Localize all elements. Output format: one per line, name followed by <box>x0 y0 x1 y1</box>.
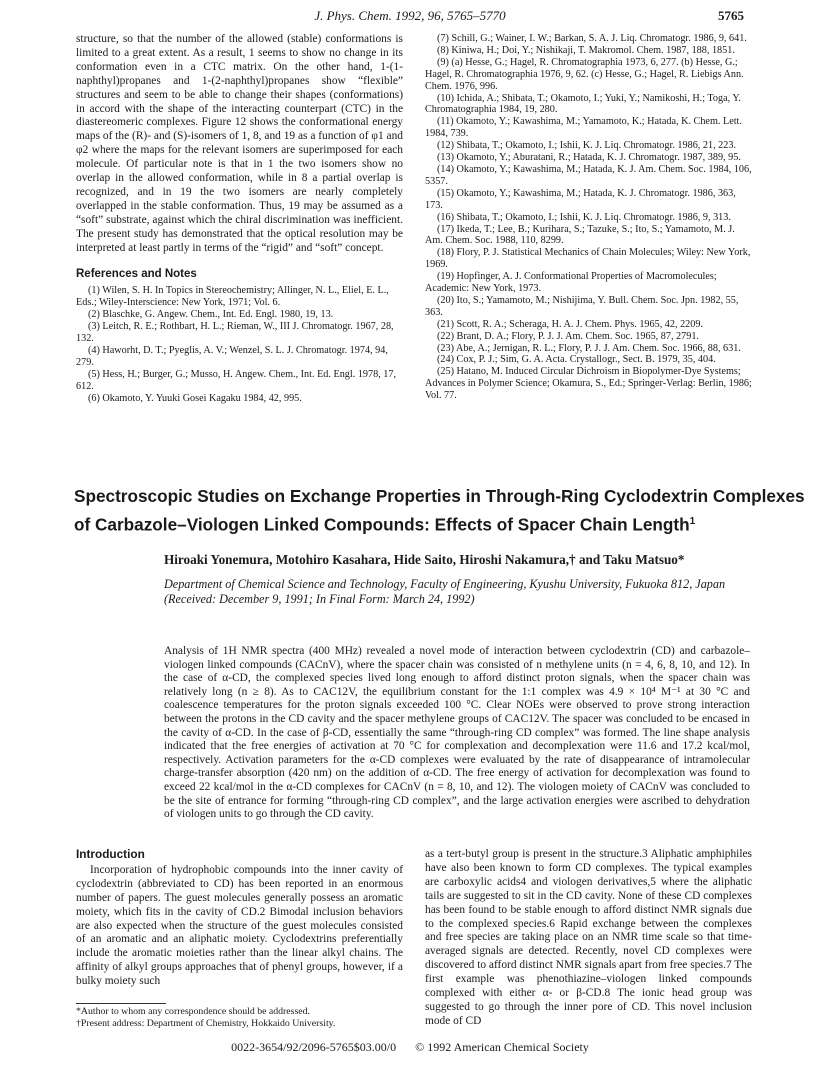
reference-item: (21) Scott, R. A.; Scheraga, H. A. J. Chem. Phys. 1965, 42, 2209. <box>437 318 703 330</box>
reference-item: (8) Kiniwa, H.; Doi, Y.; Nishikaji, T. Makromol. Chem. 1987, 188, 1851. <box>437 44 735 56</box>
abstract: Analysis of 1H NMR spectra (400 MHz) revealed a novel mode of interaction between cyclodextrin (CD) and carbazole–viologen linked compounds (CACnV), where the spacer chain was consisted of n methylene units (n = 4, 6, 8, 10, and 12). In the case of α-CD, the complexed species lived long enough to afford distinct proton signals, when the spacer chain was relatively long (n ≥ 8). As to CAC12V, the equilibrium constant for the 1:1 complex was 4.9 × 10⁴ M⁻¹ at 30 °C and coalescence temperatures for the proton signals exceeded 100 °C. Clear NOEs were observed to prove strong interaction between the protons in the CD cavity and the spacer methylene groups of CAC12V. The spacer was concluded to be encased in the cavity of α-CD. In the case of β-CD, essentially the same “through-ring CD complex” was formed. The line shape analysis indicated that the free energies of activation at 70 °C for complexation and decomplexation were 11.6 and 17.2 kcal/mol, respectively. Activation parameters for the α-CD complexes were evaluated by the rate of disappearance of intramolecular charge-transfer absorption (420 nm) on the addition of α-CD. The free energy of activation for decomplexation was found to exceed 22 kcal/mol in the α-CD complexes for CACnV (n = 8, 10, and 12). The viologen moiety of CACnV was concluded to be the site of entrance for forming “through-ring CD complex”, and the large activation energies were ascribed to dehydration of viologen units to go through the CD cavity. <box>164 645 750 821</box>
title-line-2-text: of Carbazole–Viologen Linked Compounds: Effects of Spacer Chain Length <box>74 514 690 535</box>
introduction-left-column <box>76 848 403 989</box>
previous-article-conclusion: structure, so that the number of the allowed (stable) conformations is limited to a great extent. As a result, 1 seems to show no change in its conformation even in a CTC matrix. On the other hand, 1-(1-naphthyl)propanes and 1-(2-naphthyl)propanes show “flexible” structures and seem to be able to change their shapes (conformations) in accord with the shape of the interacting counterpart (CTC) in the diastereomeric complexes. Figure 12 shows the conformational energy maps of the (R)- and (S)-isomers of 1, 8, and 19 as a function of φ1 and φ2 where the maps for the relevant isomers are superimposed for each molecule. Of particular note is that in 1 the two isomers show no overlap in the allowed conformation, while in 8 a partial overlap is recognized, and in 19 the two isomers are nearly completely overlapped in the stable conformation. Thus, 19 may be assumed as a “soft” substrate, against which the chiral discrimination was inefficient. The present study has demonstrated that the optical resolution may be interpreted at least partly in terms of the “rigid” and “soft” concept. <box>76 33 403 254</box>
correspondence-footnote: *Author to whom any correspondence should be addressed. <box>76 1006 310 1017</box>
journal-citation: J. Phys. Chem. 1992, 96, 5765–5770 <box>314 8 506 23</box>
references-heading: References and Notes <box>76 267 197 280</box>
reference-item: (3) Leitch, R. E.; Rothbart, H. L.; Rieman, W., III J. Chromatogr. 1967, 28, 132. <box>76 321 394 345</box>
introduction-right-column <box>425 848 752 1029</box>
introduction-continued: as a tert-butyl group is present in the structure.3 Aliphatic amphiphiles have also been known to form CD complexes. The typical examples are carboxylic acids4 and viologen derivatives,5 where the aliphatic tails are suggested to sit in the CD cavity. None of these CD complexes has been found to be stable enough to afford distinct NMR signals due to the complexed species.6 Rapid exchange between the complexes and free species are taking place on an NMR time scale so that time-averaged signals are detected. Recently, novel CD complexes were discovered to afford distinct NMR signals apart from free species.7 The first example was phenothiazine–viologen linked compounds complexed with either α- or β-CD.8 The ionic head group was suggested to go through the inner pore of CD. This novel inclusion mode of CD <box>425 848 752 1027</box>
article-title <box>74 484 805 538</box>
page-number: 5765 <box>718 8 744 23</box>
reference-item: (18) Flory, P. J. Statistical Mechanics of Chain Molecules; Wiley: New York, 1969. <box>425 247 751 271</box>
title-line-1: Spectroscopic Studies on Exchange Properties in Through-Ring Cyclodextrin Complexes <box>74 486 805 506</box>
introduction-paragraph: Incorporation of hydrophobic compounds into the inner cavity of cyclodextrin (abbreviated to CD) has been reported in an enormous number of papers. The guest molecules generally possess an aromatic moiety, which fits in the cavity of CD.2 Bimodal inclusion behaviors are also expected when the structure of the guest molecules consisted of an aromatic and an aliphatic moiety. Cyclodextrins preferentially include the aromatic moieties rather than the linear alkyl chains. The affinity of alkyl groups approaches that of phenyl groups, however, if a bulky moiety such <box>76 863 403 988</box>
reference-item: (4) Haworht, D. T.; Pyeglis, A. V.; Wenzel, S. L. J. Chromatogr. 1974, 94, 279. <box>76 344 388 368</box>
title-line-2 <box>74 509 754 538</box>
title-footnote-mark: 1 <box>689 516 696 527</box>
reference-item: (2) Blaschke, G. Angew. Chem., Int. Ed. Engl. 1980, 19, 13. <box>88 309 334 321</box>
page-footer <box>0 1040 820 1055</box>
reference-item: (25) Hatano, M. Induced Circular Dichroism in Biopolymer-Dye Systems; Advances in Polymer Science; Okamura, S., Ed.; Springer-Verlag: Berlin, 1986; Vol. 77. <box>425 366 752 402</box>
introduction-heading: Introduction <box>76 847 145 861</box>
reference-item: (16) Shibata, T.; Okamoto, I.; Ishii, K. J. Liq. Chromatogr. 1986, 9, 313. <box>437 211 731 223</box>
reference-item: (15) Okamoto, Y.; Kawashima, M.; Hatada, K. J. Chromatogr. 1986, 363, 173. <box>425 187 736 211</box>
reference-item: (11) Okamoto, Y.; Kawashima, M.; Yamamoto, K.; Hatada, K. Chem. Lett. 1984, 739. <box>425 116 742 140</box>
reference-item: (6) Okamoto, Y. Yuuki Gosei Kagaku 1984, 42, 995. <box>88 392 302 404</box>
reference-item: (23) Abe, A.; Jernigan, R. L.; Flory, P. J. J. Am. Chem. Soc. 1966, 88, 631. <box>437 342 741 354</box>
reference-item: (19) Hopfinger, A. J. Conformational Properties of Macromolecules; Academic: New York, 1973. <box>425 271 717 295</box>
reference-item: (13) Okamoto, Y.; Aburatani, R.; Hatada, K. J. Chromatogr. 1987, 389, 95. <box>437 152 741 164</box>
author-list: Hiroaki Yonemura, Motohiro Kasahara, Hide Saito, Hiroshi Nakamura,† and Taku Matsuo* <box>164 552 685 567</box>
previous-article-right-column <box>425 33 752 402</box>
present-address-footnote: †Present address: Department of Chemistry, Hokkaido University. <box>76 1017 336 1029</box>
copyright-notice: © 1992 American Chemical Society <box>415 1040 589 1054</box>
reference-item: (9) (a) Hesse, G.; Hagel, R. Chromatographia 1973, 6, 277. (b) Hesse, G.; Hagel, R. Chromatographia 1976, 9, 62. (c) Hesse, G.; Hagel, R. Liebigs Ann. Chem. 1976, 996. <box>425 56 744 92</box>
reference-item: (5) Hess, H.; Burger, G.; Musso, H. Angew. Chem., Int. Ed. Engl. 1978, 17, 612. <box>76 368 397 392</box>
references-list-right <box>425 33 752 402</box>
running-header <box>0 4 820 28</box>
footnotes <box>76 1006 403 1029</box>
article-code: 0022-3654/92/2096-5765$03.00/0 <box>231 1040 397 1054</box>
reference-item: (7) Schill, G.; Wainer, I. W.; Barkan, S. A. J. Liq. Chromatogr. 1986, 9, 641. <box>437 33 747 44</box>
reference-item: (10) Ichida, A.; Shibata, T.; Okamoto, I.; Yuki, Y.; Namikoshi, H.; Toga, Y. Chromatographia 1984, 19, 280. <box>425 92 741 116</box>
reference-item: (20) Ito, S.; Yamamoto, M.; Nishijima, Y. Bull. Chem. Soc. Jpn. 1982, 55, 363. <box>425 294 739 318</box>
reference-item: (24) Cox, P. J.; Sim, G. A. Acta. Crystallogr., Sect. B. 1979, 35, 404. <box>437 354 716 366</box>
footnote-divider <box>76 1003 166 1004</box>
reference-item: (12) Shibata, T.; Okamoto, I.; Ishii, K. J. Liq. Chromatogr. 1986, 21, 223. <box>437 140 736 152</box>
reference-item: (22) Brant, D. A.; Flory, P. J. J. Am. Chem. Soc. 1965, 87, 2791. <box>437 330 699 342</box>
author-affiliation: Department of Chemical Science and Technology, Faculty of Engineering, Kyushu University, Fukuoka 812, Japan (Received: December 9, 1991; In Final Form: March 24, 1992) <box>164 577 726 606</box>
references-list-left <box>76 285 403 404</box>
reference-item: (17) Ikeda, T.; Lee, B.; Kurihara, S.; Tazuke, S.; Ito, S.; Yamamoto, M. J. Am. Chem. Soc. 1988, 110, 8299. <box>425 223 735 247</box>
previous-article-left-column <box>76 33 403 404</box>
reference-item: (14) Okamoto, Y.; Kawashima, M.; Hatada, K. J. Am. Chem. Soc. 1984, 106, 5357. <box>425 163 752 187</box>
reference-item: (1) Wilen, S. H. In Topics in Stereochemistry; Allinger, N. L., Eliel, E. L., Eds.; Wiley-Interscience: New York, 1971; Vol. 6. <box>76 285 389 309</box>
